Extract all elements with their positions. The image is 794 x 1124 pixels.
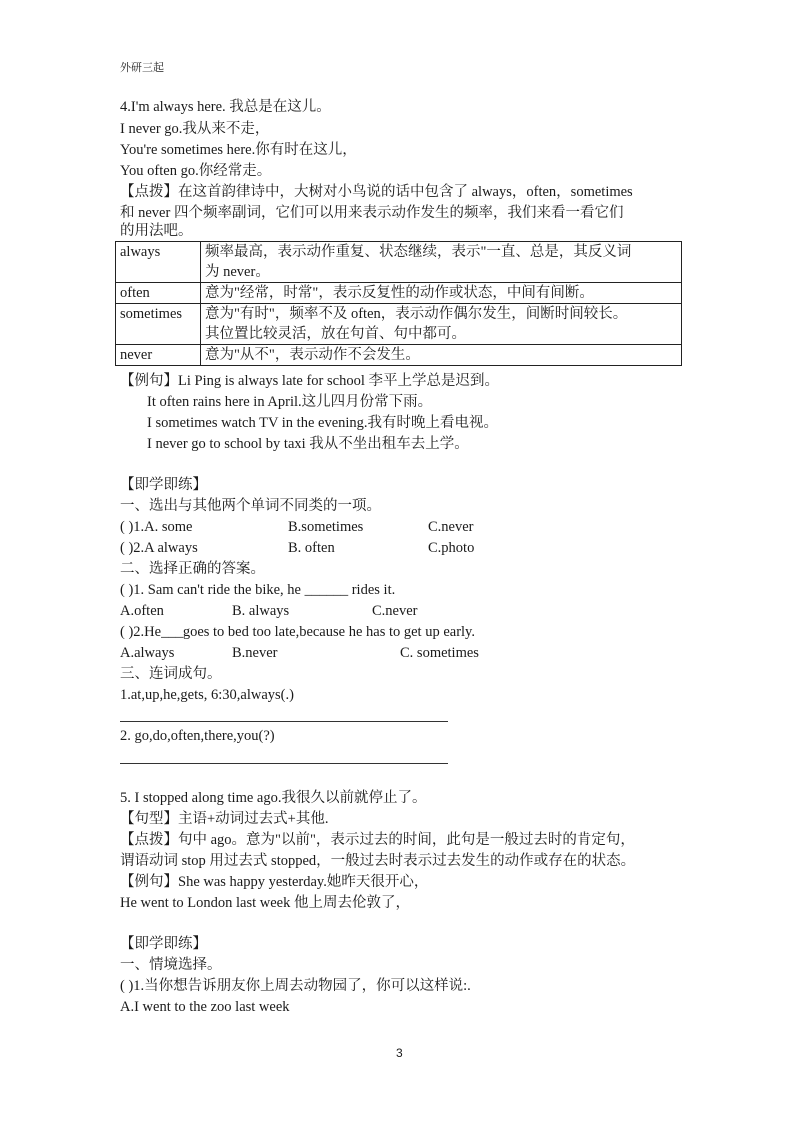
section4-line: I never go.我从来不走，: [120, 121, 270, 137]
example-line: 【例句】Li Ping is always late for school 李平上学总是迟到。: [120, 373, 499, 389]
desc-line: 频率最高，表示动作重复、状态继续，表示"一直、总是，其反义词: [205, 244, 632, 260]
section5-line: 【句型】主语+动词过去式+其他.: [120, 811, 329, 827]
table-row: [116, 242, 682, 283]
desc-line: 其位置比较灵活，放在句首、句中都可。: [205, 326, 466, 342]
desc-line: 为 never。: [205, 264, 270, 280]
question-3: ( )1. Sam can't ride the bike, he ______ rides it.: [120, 582, 396, 598]
option-c: C.never: [428, 519, 474, 535]
option-b: B.sometimes: [288, 519, 364, 535]
table-word: never: [116, 345, 201, 366]
page-header: 外研三起: [120, 62, 164, 74]
tip-line: 和 never 四个频率副词，它们可以用来表示动作发生的频率，我们来看一看它们: [120, 205, 624, 221]
section5-line: 【例句】She was happy yesterday.她昨天很开心，: [120, 874, 429, 890]
section5-line: 【点拨】句中 ago。意为"以前"，表示过去的时间，此句是一般过去时的肯定句，: [120, 832, 635, 848]
table-row: [116, 304, 682, 345]
section5-line: He went to London last week 他上周去伦敦了，: [120, 895, 410, 911]
exercise-title: 一、情境选择。: [120, 957, 222, 973]
option-b: B. always: [232, 603, 290, 619]
table-desc: [201, 242, 682, 283]
desc-line: 意为"从不"，表示动作不会发生。: [205, 347, 420, 363]
desc-line: 意为"有时"，频率不及 often，表示动作偶尔发生，间断时间较长。: [205, 306, 628, 322]
table-row: [116, 345, 682, 366]
question-1: ( )1.A. some: [120, 519, 193, 535]
option-a: A.always: [120, 645, 175, 661]
table-desc: [201, 304, 682, 345]
example-line: It often rains here in April.这儿四月份常下雨。: [147, 394, 433, 410]
answer-line: [120, 721, 448, 722]
exercise-title: 二、选择正确的答案。: [120, 561, 265, 577]
table-word: often: [116, 283, 201, 304]
section5-line: 谓语动词 stop 用过去式 stopped，一般过去时表示过去发生的动作或存在的状态。: [120, 853, 636, 869]
example-line: I sometimes watch TV in the evening.我有时晚上看电视。: [147, 415, 499, 431]
option-b: B. often: [288, 540, 335, 556]
section4-line: You're sometimes here.你有时在这儿，: [120, 142, 357, 158]
table-desc: [201, 345, 682, 366]
page-number: 3: [396, 1046, 403, 1060]
option-b: B.never: [232, 645, 278, 661]
example-line: I never go to school by taxi 我从不坐出租车去上学。: [147, 436, 469, 452]
question-2: ( )2.A always: [120, 540, 198, 556]
practice-heading: 【即学即练】: [120, 477, 207, 493]
option-a: A.often: [120, 603, 164, 619]
option-c: C.never: [372, 603, 418, 619]
table-desc: [201, 283, 682, 304]
option-c: C.photo: [428, 540, 475, 556]
exercise-title: 三、连词成句。: [120, 666, 222, 682]
table-word: sometimes: [116, 304, 201, 345]
question-1: ( )1.当你想告诉朋友你上周去动物园了，你可以这样说:.: [120, 978, 471, 994]
tip-line: 【点拨】在这首韵律诗中，大树对小鸟说的话中包含了 always，often，sometimes: [120, 184, 633, 200]
frequency-adverb-table: [115, 241, 682, 366]
tip-line: 的用法吧。: [120, 223, 193, 239]
answer-line: [120, 763, 448, 764]
section4-line: 4.I'm always here. 我总是在这儿。: [120, 99, 331, 115]
practice-heading: 【即学即练】: [120, 936, 207, 952]
exercise-title: 一、选出与其他两个单词不同类的一项。: [120, 498, 381, 514]
table-word: always: [116, 242, 201, 283]
question-5: 1.at,up,he,gets, 6:30,always(.): [120, 687, 294, 703]
section5-line: 5. I stopped along time ago.我很久以前就停止了。: [120, 790, 427, 806]
option-a: A.I went to the zoo last week: [120, 999, 290, 1015]
desc-line: 意为"经常，时常"，表示反复性的动作或状态，中间有间断。: [205, 285, 594, 301]
question-4: ( )2.He___goes to bed too late,because he has to get up early.: [120, 624, 475, 640]
question-6: 2. go,do,often,there,you(?): [120, 728, 275, 744]
option-c: C. sometimes: [400, 645, 479, 661]
table-row: [116, 283, 682, 304]
section4-line: You often go.你经常走。: [120, 163, 272, 179]
